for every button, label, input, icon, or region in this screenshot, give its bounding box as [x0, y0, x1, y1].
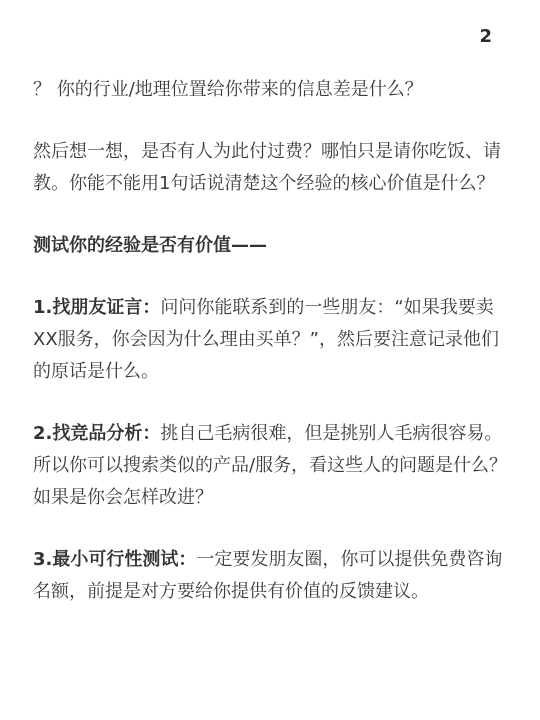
list-item-mvp-test — [33, 544, 511, 608]
list-item-text: 一定要发朋友圈，你可以提供免费咨询名额，前提是对方要给你提供有价值的反馈建议。 — [33, 549, 503, 602]
list-item-lead: 1.找朋友证言： — [33, 297, 161, 318]
list-item-friend-testimony — [33, 292, 511, 388]
section-heading: 测试你的经验是否有价值—— — [33, 235, 267, 256]
article-body — [33, 74, 511, 638]
list-item-text: 挑自己毛病很难，但是挑别人毛病很容易。所以你可以搜索类似的产品/服务，看这些人的问题是什么？如果是你会怎样改进？ — [33, 423, 508, 508]
list-item-competitor-analysis — [33, 418, 511, 514]
paragraph-info-gap: ？ 你的行业/地理位置给你带来的信息差是什么？ — [33, 79, 423, 100]
list-item-lead: 3.最小可行性测试： — [33, 549, 197, 570]
paragraph-paid-value: 然后想一想，是否有人为此付过费？哪怕只是请你吃饭、请教。你能不能用1句话说清楚这个经验的核心价值是什么？ — [33, 141, 501, 194]
list-item-text: 问问你能联系到的一些朋友：“如果我要卖XX服务，你会因为什么理由买单？”，然后要注意记录他们的原话是什么。 — [33, 297, 499, 382]
list-item-lead: 2.找竞品分析： — [33, 423, 161, 444]
page-number: 2 — [479, 26, 492, 47]
